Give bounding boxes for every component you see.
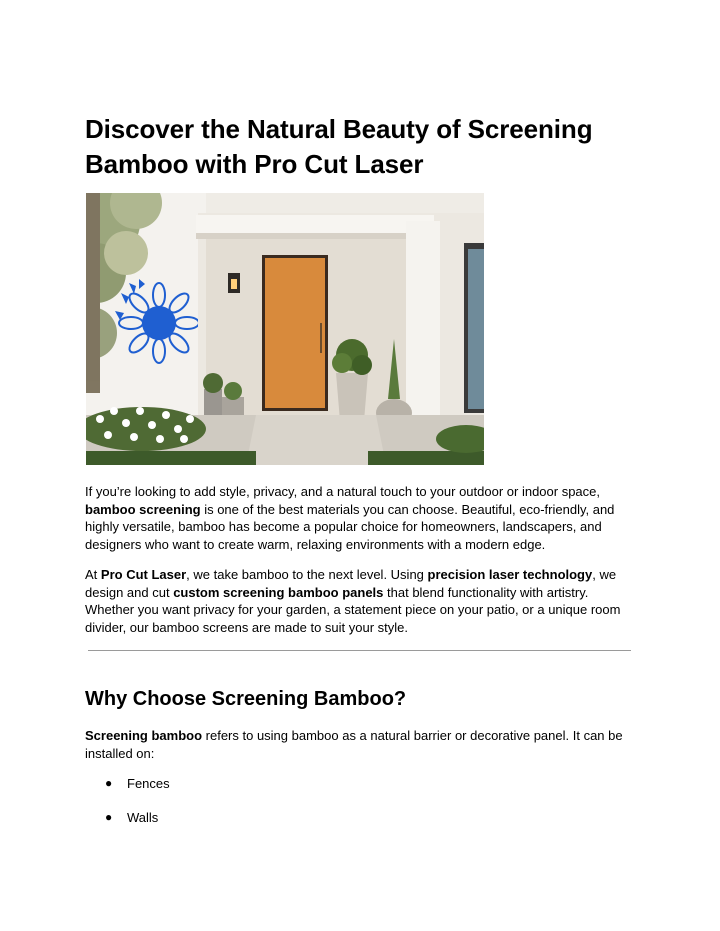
bullet-icon: ● — [105, 776, 113, 790]
definition-paragraph: Screening bamboo refers to using bamboo as a natural barrier or decorative panel. It can be installed on: — [85, 728, 623, 761]
house-entrance-illustration — [86, 193, 484, 465]
bullet-icon: ● — [105, 810, 113, 824]
intro-paragraph: If you’re looking to add style, privacy, and a natural touch to your outdoor or indoor space, bamboo screening is one of the best materials you can choose. Beautiful, eco-friendly, and highly versatile, bamboo has become a popular choice for homeowners, landscapers, and designers who want to create warm, relaxing environments with a modern edge. — [85, 484, 615, 552]
hero-image — [86, 193, 484, 465]
list-item: ● Fences — [105, 776, 170, 791]
list-item: ● Walls — [105, 810, 159, 825]
section-heading: Why Choose Screening Bamboo? — [85, 688, 407, 710]
page-title: Discover the Natural Beauty of Screening Bamboo with Pro Cut Laser — [85, 114, 593, 179]
front-door — [265, 258, 325, 408]
section-divider — [88, 650, 631, 651]
install-locations-list — [85, 775, 170, 843]
company-paragraph: At Pro Cut Laser, we take bamboo to the next level. Using precision laser technology, we design and cut custom screening bamboo panels that blend functionality with artistry. Whether you want privacy for your garden, a statement piece on your patio, or a unique room divider, our bamboo screens are made to suit your style. — [85, 567, 621, 635]
